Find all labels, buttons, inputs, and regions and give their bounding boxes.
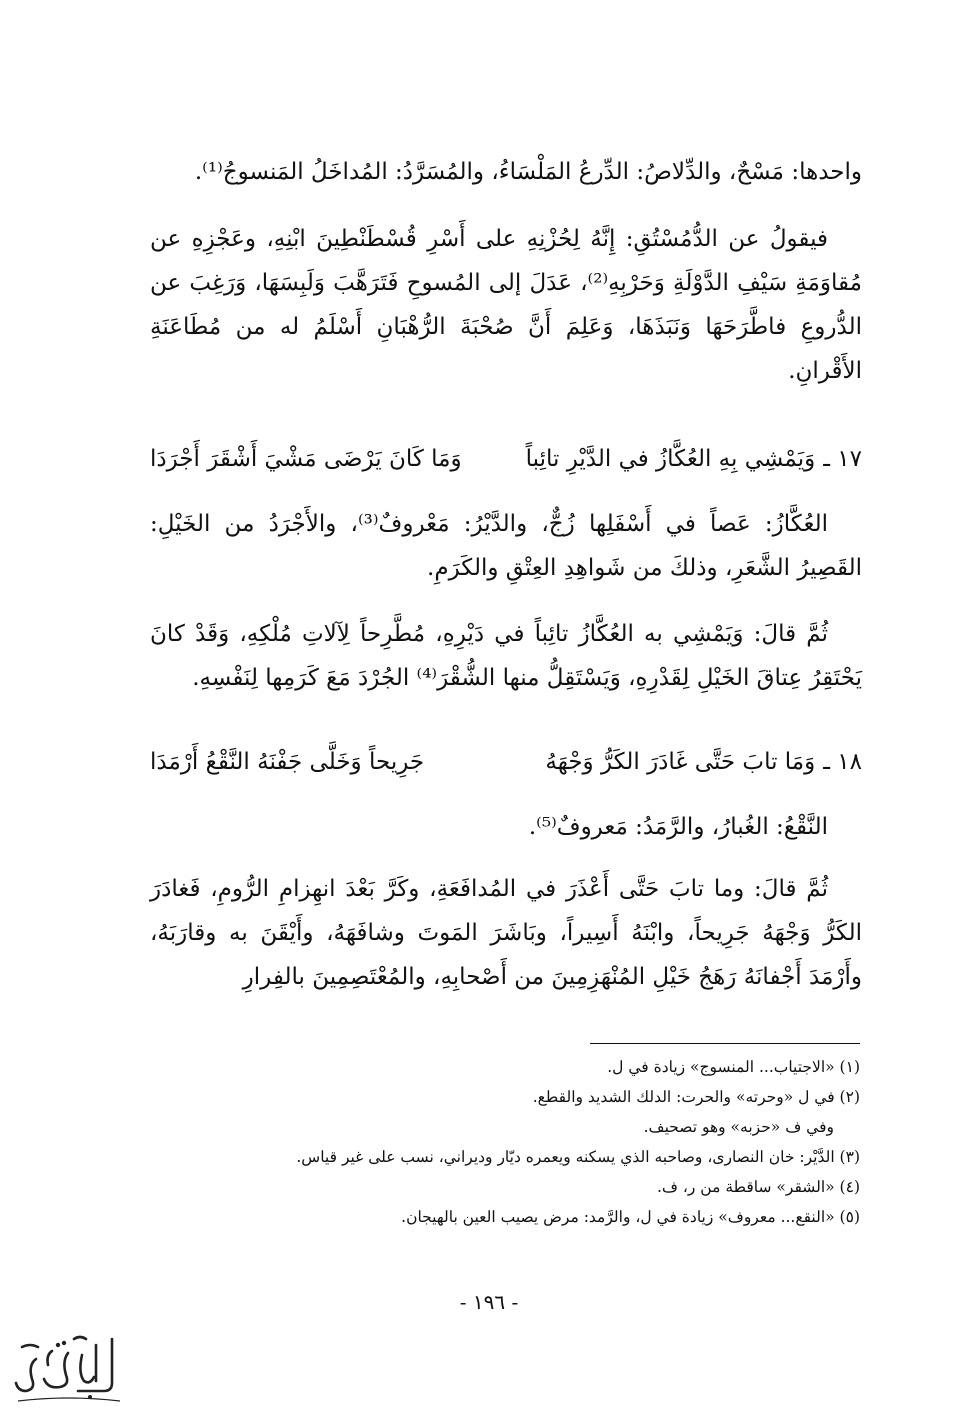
paragraph-1: واحدها: مَسْحٌ، والدِّلاصُ: الدِّرعُ المَلْسَاءُ، والمُسَرَّدُ: المُداخَلُ المَنسوجُ⁽¹⁾. xyxy=(194,159,862,185)
paragraph-4: ثُمَّ قالَ: وَيَمْشِي به العُكَّازُ تائِباً في دَيْرِهِ، مُطَّرِحاً لِآلاتِ مُلْكِهِ، وَقَدْ كانَ يَحْتَقِرُ عِتاقَ الخَيْلِ لِقَدْرِهِ، وَيَسْتَقِلُّ منها الشُّقْرَ⁽⁴⁾ الجُرْدَ مَعَ كَرَمِها لِنَفْسِهِ. xyxy=(150,621,862,691)
library-logo-icon xyxy=(8,1325,128,1411)
paragraph-5: النَّقْعُ: الغُبارُ، والرَّمَدُ: مَعروفٌ⁽⁵⁾. xyxy=(528,814,828,840)
page-number: - ١٩٦ - xyxy=(459,1290,519,1314)
verse-number: ١٨ ـ xyxy=(823,749,862,775)
verse-first-hemistich: وَمَا تابَ حَتَّى غَادَرَ الكَرُّ وَجْهَهُ xyxy=(545,749,816,775)
footnote-separator xyxy=(590,1043,860,1044)
footnote-4: (٤) «الشقر» ساقطة من ر، ف. xyxy=(656,1178,860,1196)
verse-number: ١٧ ـ xyxy=(823,446,862,472)
footnote-1: (١) «الاجتياب... المنسوج» زيادة في ل. xyxy=(607,1058,860,1076)
verse-second-hemistich: وَمَا كَانَ يَرْضَى مَشْيَ أَشْقَرَ أَجْرَدَا xyxy=(150,446,462,472)
verse-first-hemistich: وَيَمْشِي بِهِ العُكَّازُ في الدَّيْرِ تائِباً xyxy=(525,446,816,472)
footnote-2-continuation: وفي ف «حزبه» وهو تصحيف. xyxy=(643,1118,834,1136)
paragraph-6: ثُمَّ قالَ: وما تابَ حَتَّى أَعْذَرَ في المُدافَعَةِ، وكَرَّ بَعْدَ انهِزامِ الرُّومِ، فَغادَرَ الكَرُّ وَجْهَهُ جَرِيحاً، وابْنَهُ أَسِيراً، وبَاشَرَ المَوتَ وشافَهَهُ، وأَيْقَنَ به وقارَبَهُ، وأَرْمَدَ أَجْفانَهُ رَهَجُ خَيْلِ المُنْهَزِمِينَ من أَصْحابِهِ، والمُعْتَصِمِينَ بالفِرارِ xyxy=(150,876,862,990)
paragraph-3: العُكَّازُ: عَصاً في أَسْفَلِها زُجٌّ، والدَّيْرُ: مَعْروفٌ⁽³⁾، والأَجْرَدُ من الخَيْلِ: القَصِيرُ الشَّعَرِ، وذلكَ من شَواهِدِ العِتْقِ والكَرَمِ. xyxy=(150,511,862,581)
footnote-5: (٥) «النقع... معروف» زيادة في ل، والرَّمد: مرض يصيب العين بالهيجان. xyxy=(401,1208,860,1226)
paragraph-2: فيقولُ عن الدُّمُسْتُقِ: إِنَّهُ لِحُزْنِهِ على أَسْرِ قُسْطَنْطِينَ ابْنِهِ، وعَجْزِهِ عن مُقاوَمَةِ سَيْفِ الدَّوْلَةِ وَحَرْبِهِ⁽²⁾، عَدَلَ إلى المُسوحِ فَتَرَهَّبَ وَلَبِسَهَا، وَرَغِبَ عن الدُّروعِ فاطَّرَحَهَا وَنَبَذَهَا، وَعَلِمَ أَنَّ صُحْبَةَ الرُّهْبَانِ أَسْلَمُ له من مُطَاعَنَةِ الأَقْرانِ. xyxy=(150,226,862,384)
footnote-2: (٢) في ل «وحرته» والحرت: الدلك الشديد والقطع. xyxy=(532,1088,860,1106)
verse-18 xyxy=(150,740,862,784)
footnotes xyxy=(200,1052,860,1232)
footnote-3: (٣) الدَّيْر: خان النصارى، وصاحبه الذي يسكنه ويعمره ديّار وديراني، نسب على غير قياس. xyxy=(296,1148,860,1166)
verse-second-hemistich: جَرِيحاً وَخَلَّى جَفْنَهُ النَّقْعُ أَرْمَدَا xyxy=(150,749,425,775)
verse-17 xyxy=(150,437,862,481)
